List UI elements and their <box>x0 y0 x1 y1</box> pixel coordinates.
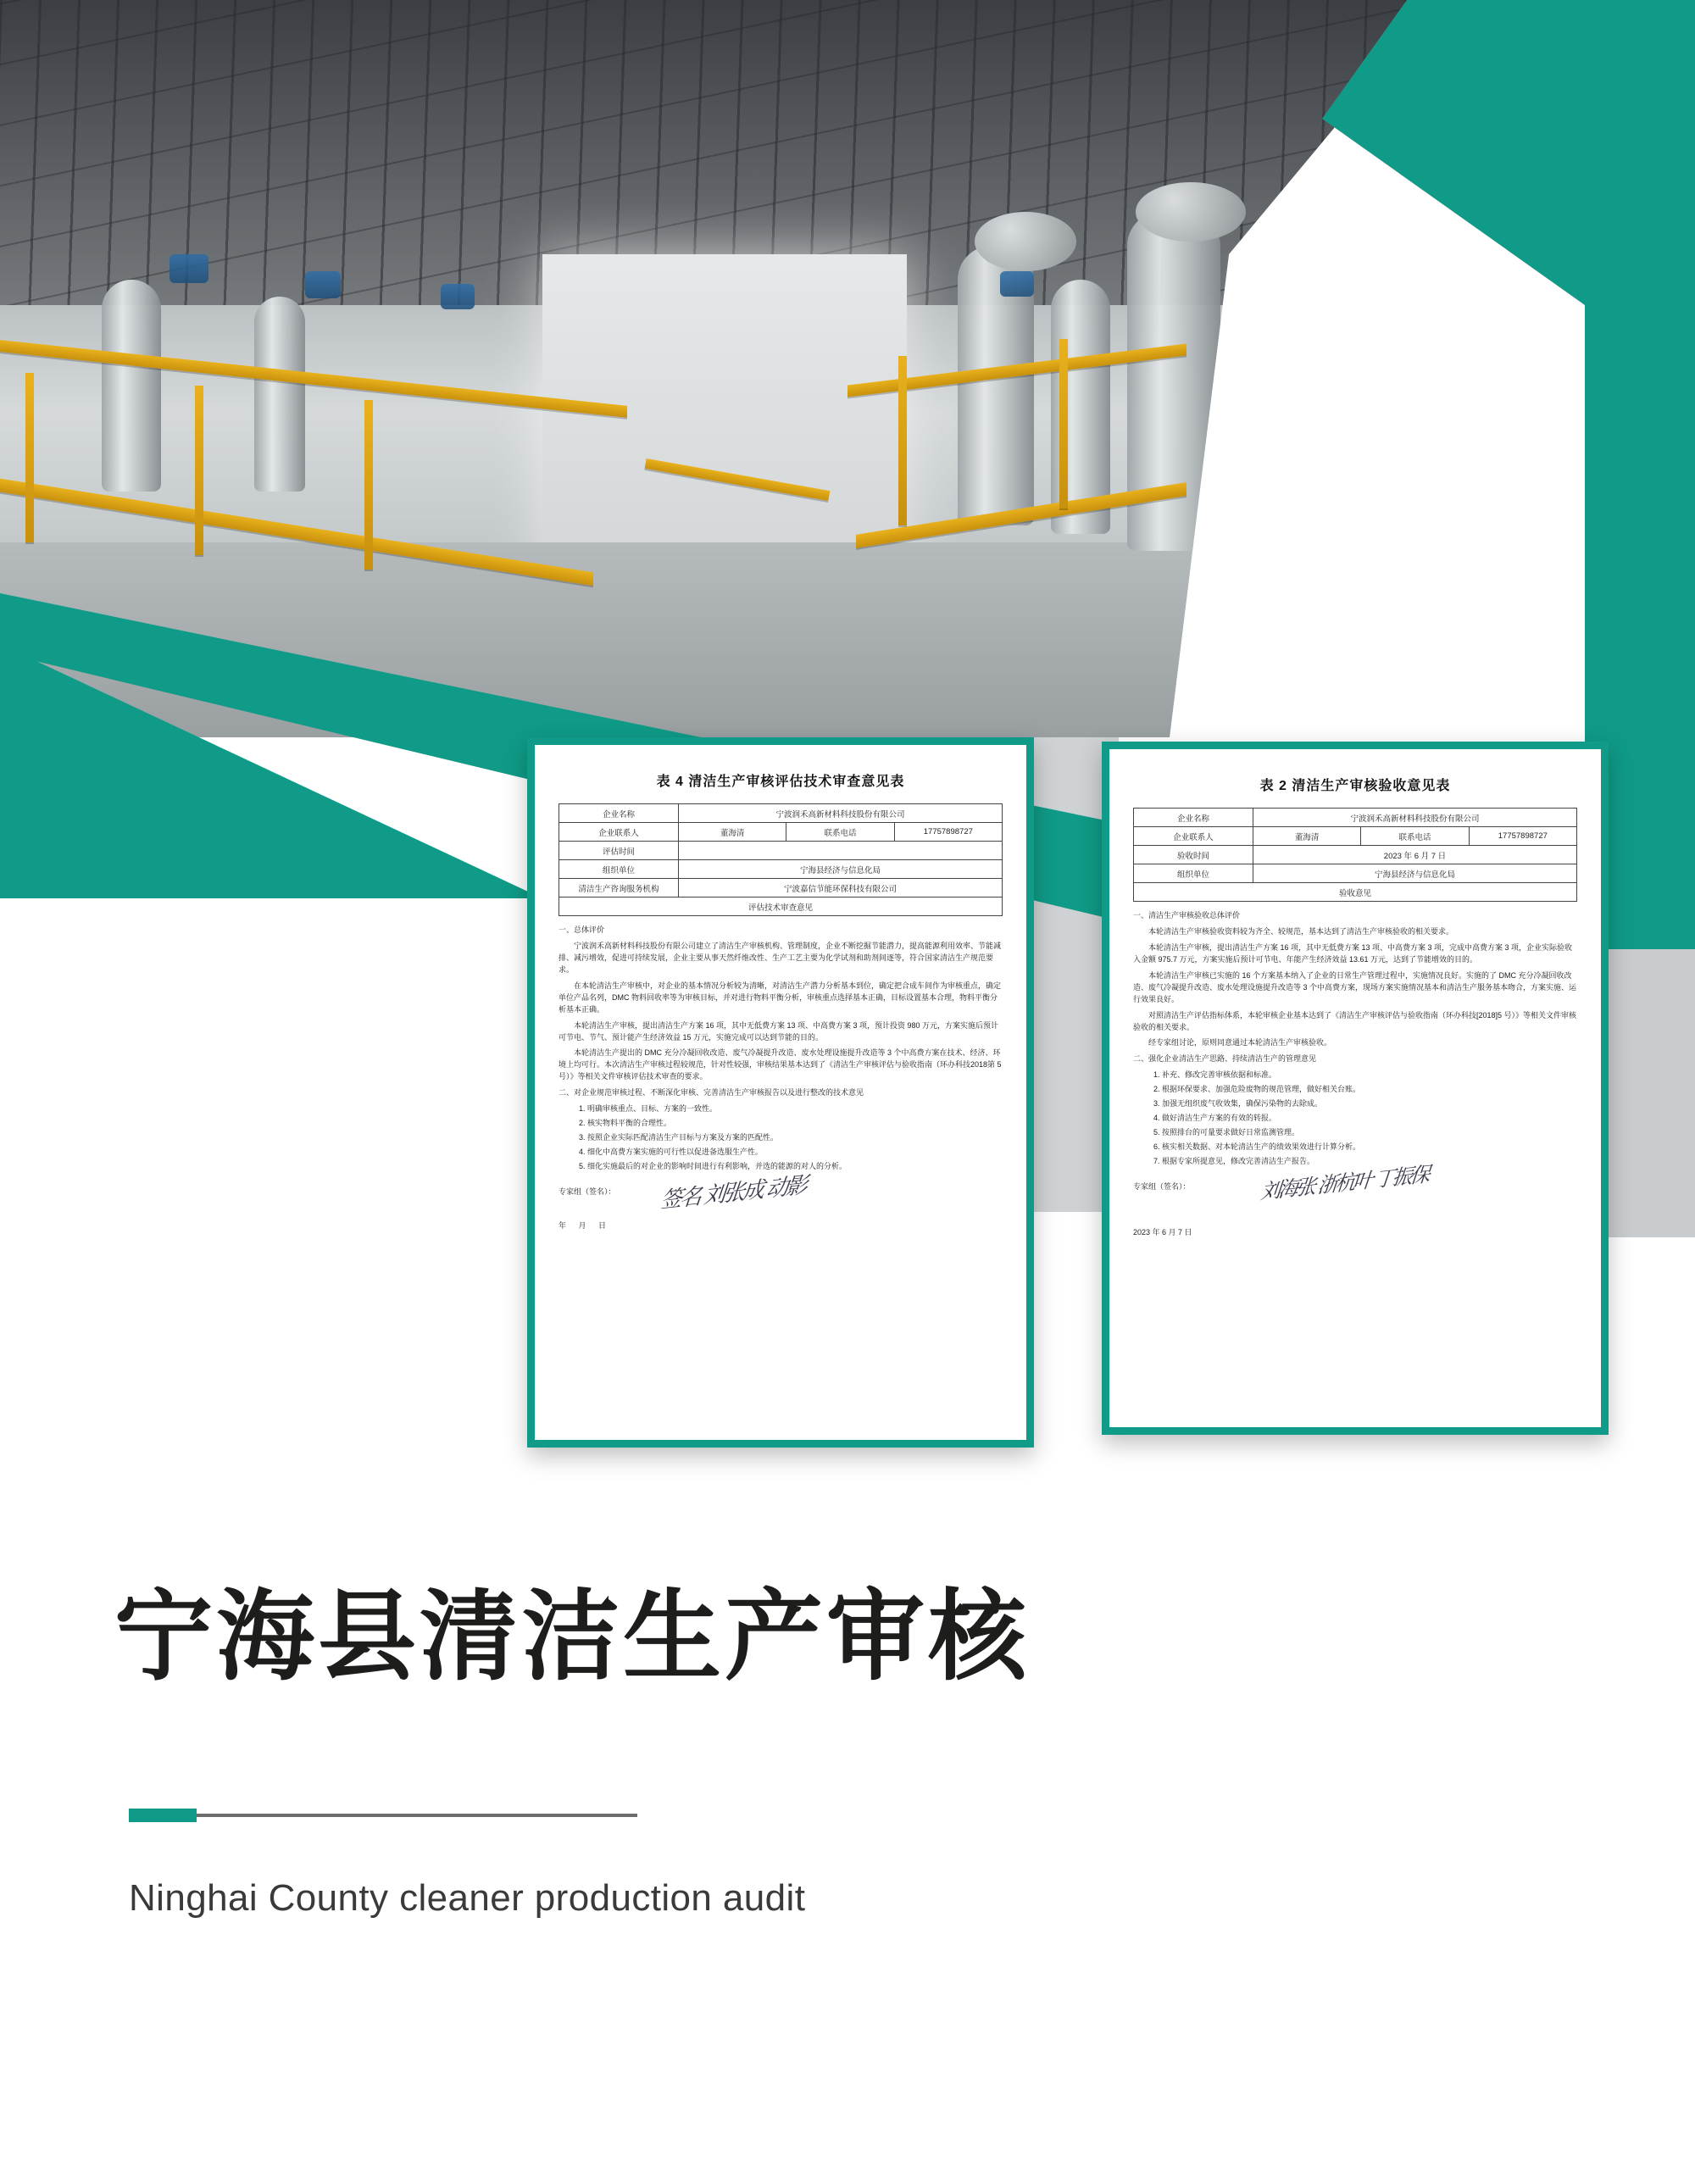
field-label: 企业联系人 <box>559 823 679 842</box>
list-item: 1. 明确审核重点、目标、方案的一致性。 <box>587 1103 1003 1115</box>
document-info-table <box>559 803 1003 916</box>
field-value: 2023 年 6 月 7 日 <box>1253 846 1576 864</box>
signature-label: 专家组（签名）： <box>1133 1181 1191 1191</box>
list-item: 2. 根据环保要求、加强危险废物的规范管理，做好相关台账。 <box>1162 1084 1577 1096</box>
paragraph: 本轮清洁生产审核，提出清洁生产方案 16 项，其中无低费方案 13 项、中高费方案 3 项，完成中高费方案 3 项，企业实际验收入金额 975.7 万元，方案实施后预计可节电、年能产生经济效益 13.61 万元，达到了节能增效的目的。 <box>1133 942 1573 964</box>
field-value: 17757898727 <box>1469 827 1576 846</box>
list-item: 2. 核实物料平衡的合理性。 <box>587 1118 1003 1130</box>
table-row <box>559 842 1003 860</box>
document-body <box>1133 910 1577 1241</box>
handwritten-signature: 签名 刘张成 动影 <box>659 1172 807 1214</box>
list-item: 3. 加强无组织废气收效集，确保污染物的去除成。 <box>1162 1098 1577 1110</box>
document-body <box>559 925 1003 1246</box>
document-card-acceptance[interactable] <box>1102 742 1609 1435</box>
list-item: 7. 根据专家所提意见，修改完善清洁生产报告。 <box>1162 1156 1577 1168</box>
tank-icon <box>102 280 161 492</box>
paragraph: 本轮清洁生产审核已实施的 16 个方案基本纳入了企业的日常生产管理过程中，实施情况良好。实施的了 DMC 充分冷凝回收改造、废气冷凝提升改造、废水处理设施提升改造等 3 个中高费方案，现场方案实施情况基本和清洁生产服务基本吻合，方案实施、运行效果良好。 <box>1133 970 1577 1003</box>
field-label: 企业联系人 <box>1134 827 1253 846</box>
field-label: 评估技术审查意见 <box>559 897 1003 916</box>
document-title: 表 2 清洁生产审核验收意见表 <box>1259 779 1451 793</box>
field-label: 企业名称 <box>559 804 679 823</box>
railing-post <box>195 386 203 555</box>
table-row <box>1134 846 1577 864</box>
paragraph: 本轮清洁生产审核验收资料较为齐全、较规范，基本达到了清洁生产审核验收的相关要求。 <box>1148 926 1454 936</box>
railing-post <box>25 373 34 542</box>
motor-icon <box>305 271 341 298</box>
field-label: 清洁生产咨询服务机构 <box>559 879 679 897</box>
signature-block <box>559 1172 1003 1246</box>
list-item: 1. 补充、修改完善审核依据和标准。 <box>1162 1070 1577 1081</box>
section-heading: 二、对企业规范审核过程、不断深化审核、完善清洁生产审核报告以及进行整改的技术意见 <box>559 1088 864 1098</box>
table-row <box>1134 809 1577 827</box>
list-item: 6. 核实相关数据、对本轮清洁生产的绩效果效进行计算分析。 <box>1162 1142 1577 1153</box>
field-label: 企业名称 <box>1134 809 1253 827</box>
drum-icon <box>975 212 1076 271</box>
signature-date: 2023 年 6 月 7 日 <box>1133 1227 1192 1236</box>
field-value: 宁波润禾高新材料科技股份有限公司 <box>678 804 1002 823</box>
title-divider <box>129 1814 637 1817</box>
handwritten-signature: 刘海张 浙杭叶 丁振保 <box>1259 1162 1430 1204</box>
page-subtitle: Ninghai County cleaner production audit <box>129 1877 806 1919</box>
field-label: 组织单位 <box>559 860 679 879</box>
section-heading: 二、强化企业清洁生产思路、持续清洁生产的管理意见 <box>1133 1054 1317 1064</box>
divider-accent <box>129 1809 197 1822</box>
paragraph: 对照清洁生产评估指标体系，本轮审核企业基本达到了《清洁生产审核评估与验收指南（环办科技[2018]5 号）》等相关文件审核验收的相关要求。 <box>1133 1010 1577 1031</box>
table-row <box>559 823 1003 842</box>
recommendation-list <box>559 1103 1003 1173</box>
recommendation-list <box>1133 1070 1577 1168</box>
railing-post <box>364 400 373 570</box>
paragraph: 在本轮清洁生产审核中，对企业的基本情况分析较为清晰，对清洁生产潜力分析基本到位，确定把合成车间作为审核重点，确定单位产品名列，DMC 物料回收率等为审核目标，并对进行物料平衡分析，审核重点选择基本正确，目标设置基本合理，物料平衡分析基本正确。 <box>559 981 1002 1014</box>
list-item: 3. 按照企业实际匹配清洁生产目标与方案及方案的匹配性。 <box>587 1132 1003 1144</box>
drum-icon <box>1136 182 1246 242</box>
field-label: 验收时间 <box>1134 846 1253 864</box>
table-row <box>1134 864 1577 883</box>
list-item: 5. 按照排台的可量要求做好日常监测管理。 <box>1162 1127 1577 1139</box>
list-item: 4. 做好清洁生产方案的有效的转报。 <box>1162 1113 1577 1125</box>
section-heading: 一、清洁生产审核验收总体评价 <box>1133 911 1241 920</box>
field-value: 董海清 <box>678 823 786 842</box>
railing-post <box>898 356 907 525</box>
motor-icon <box>170 254 208 283</box>
page-title: 宁海县清洁生产审核 <box>114 1580 1030 1694</box>
field-value: 宁波润禾高新材料科技股份有限公司 <box>1253 809 1576 827</box>
factory-photo <box>0 0 1441 737</box>
list-item: 4. 细化中高费方案实施的可行性以促进备选服生产性。 <box>587 1147 1003 1159</box>
document-title: 表 4 清洁生产审核评估技术审查意见表 <box>656 775 905 789</box>
table-row <box>559 860 1003 879</box>
field-label: 联系电话 <box>1361 827 1469 846</box>
motor-icon <box>1000 271 1034 297</box>
field-label: 评估时间 <box>559 842 679 860</box>
field-value: 宁波嘉信节能环保科技有限公司 <box>678 879 1002 897</box>
paragraph: 经专家组讨论，原则同意通过本轮清洁生产审核验收。 <box>1148 1038 1332 1048</box>
table-row <box>1134 827 1577 846</box>
list-item: 5. 细化实施最后的对企业的影响时间进行有利影响，并选的能源的对人的分析。 <box>587 1161 1003 1173</box>
field-value: 宁海县经济与信息化局 <box>1253 864 1576 883</box>
table-row <box>559 879 1003 897</box>
signature-label: 专家组（签名）： <box>559 1186 616 1196</box>
table-row <box>1134 883 1577 902</box>
field-label: 组织单位 <box>1134 864 1253 883</box>
catwalk-railing <box>0 340 627 418</box>
signature-date: 年 月 日 <box>559 1220 612 1230</box>
table-row <box>559 897 1003 916</box>
field-value <box>678 842 1002 860</box>
signature-block <box>1133 1162 1577 1241</box>
field-value: 董海清 <box>1253 827 1360 846</box>
motor-icon <box>441 284 475 309</box>
document-card-evaluation[interactable] <box>527 737 1034 1448</box>
railing-post <box>1059 339 1068 508</box>
document-info-table <box>1133 808 1577 902</box>
field-label: 验收意见 <box>1134 883 1577 902</box>
field-label: 联系电话 <box>786 823 894 842</box>
paragraph: 本轮清洁生产审核，提出清洁生产方案 16 项，其中无低费方案 13 项、中高费方案 3 项，预计投资 980 万元，方案实施后预计可节电、节气、预计能产生经济效益 15 万元，实施完成可以达到节能的目的。 <box>559 1020 999 1042</box>
paragraph: 本轮清洁生产提出的 DMC 充分冷凝回收改造、废气冷凝提升改造、废水处理设施提升改造等 3 个中高费方案在技术、经济、环境上均可行。本次清洁生产审核过程较规范，针对性较强，审核结果基本达到了《清洁生产审核评估与验收指南（环办科技2018第 5 号）》等相关文件审核评估技术审查的要求。 <box>559 1048 1002 1081</box>
tank-icon <box>254 297 305 492</box>
field-value: 宁海县经济与信息化局 <box>678 860 1002 879</box>
section-heading: 一、总体评价 <box>559 925 605 934</box>
table-row <box>559 804 1003 823</box>
field-value: 17757898727 <box>894 823 1002 842</box>
paragraph: 宁波润禾高新材料科技股份有限公司建立了清洁生产审核机构、管理制度，企业不断挖掘节能潜力，提高能源利用效率、节能减排、减污增效，促进可持续发展，企业主要从事天然纤维改性、生产工艺主要为化学试剂和助剂间逐等，符合国家清洁生产规范要求。 <box>559 941 1002 974</box>
